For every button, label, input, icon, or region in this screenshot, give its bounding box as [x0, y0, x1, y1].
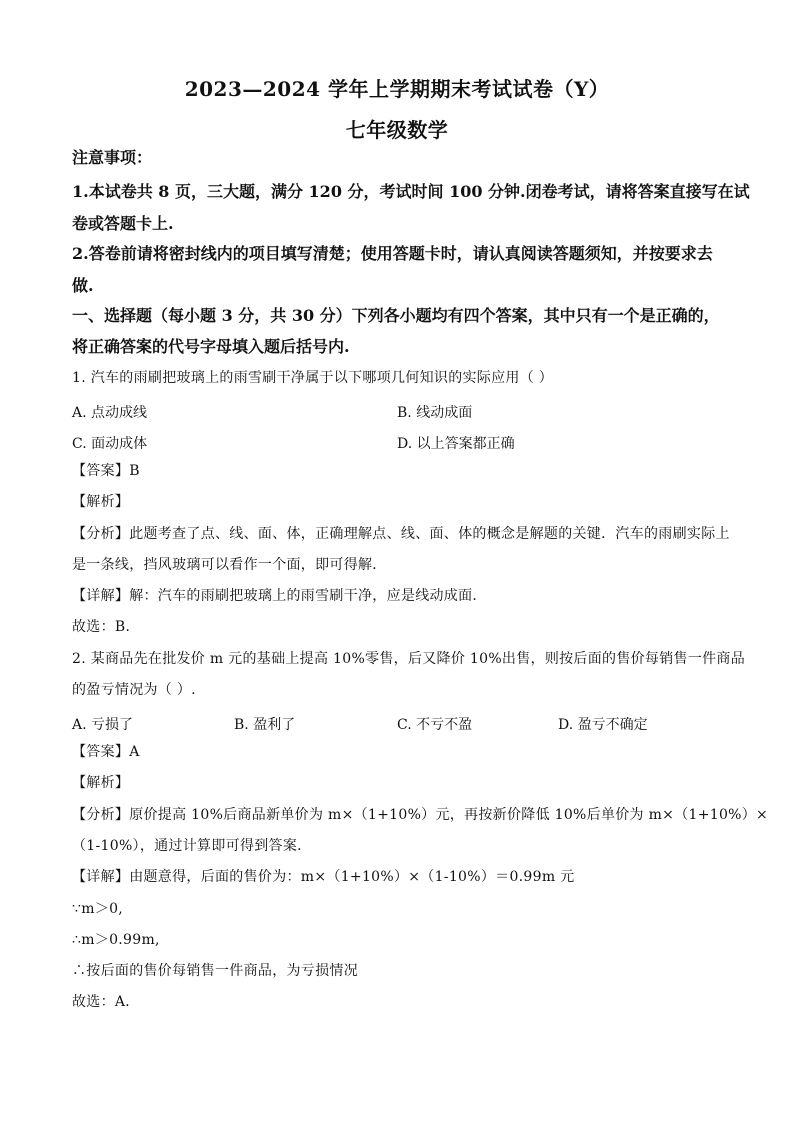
- question-2-option-b: B. 盈利了: [234, 717, 296, 733]
- exam-subtitle: 七年级数学: [345, 118, 449, 142]
- notice-item-2-line-2: 做.: [72, 276, 94, 295]
- question-2-step-3: ∴按后面的售价每销售一件商品，为亏损情况: [72, 963, 358, 979]
- question-1-analysis-line-1: 【分析】此题考查了点、线、面、体，正确理解点、线、面、体的概念是解题的关键．汽车的雨刷实际上: [72, 526, 730, 542]
- question-2-stem-line-1: 2. 某商品先在批发价 m 元的基础上提高 10%零售，后又降价 10%出售，则按后面的售价每销售一件商品: [72, 651, 746, 667]
- question-1-conclusion: 故选：B．: [72, 619, 140, 635]
- question-2-option-a: A. 亏损了: [72, 717, 134, 733]
- question-2-option-d: D. 盈亏不确定: [558, 717, 648, 733]
- question-1-option-c: C. 面动成体: [72, 436, 148, 452]
- question-2-step-2: ∴m＞0.99m,: [72, 932, 160, 948]
- exam-title: 2023—2024 学年上学期期末考试试卷（Y）: [184, 77, 610, 101]
- question-1-analysis-line-2: 是一条线，挡风玻璃可以看作一个面，即可得解．: [72, 557, 387, 573]
- section-1-instructions-line-1: 一、选择题（每小题 3 分，共 30 分）下列各小题均有四个答案，其中只有一个是正确的，: [72, 306, 720, 325]
- notice-item-1-line-2: 卷或答题卡上.: [72, 214, 174, 233]
- question-2-answer: 【答案】A: [72, 744, 140, 760]
- question-1-analysis-label: 【解析】: [72, 494, 130, 510]
- section-1-instructions-line-2: 将正确答案的代号字母填入题后括号内.: [72, 337, 350, 356]
- question-1-option-b: B. 线动成面: [397, 405, 473, 421]
- question-1-option-a: A. 点动成线: [72, 405, 148, 421]
- question-2-detailed-solution: 【详解】由题意得，后面的售价为：m×（1+10%）×（1-10%）＝0.99m 元: [72, 869, 575, 885]
- question-2-option-c: C. 不亏不盈: [397, 717, 473, 733]
- question-1-detailed-solution: 【详解】解：汽车的雨刷把玻璃上的雨雪刷干净，应是线动成面．: [72, 588, 487, 604]
- question-2-stem-line-2: 的盈亏情况为（ ）.: [72, 682, 196, 698]
- question-1-stem: 1. 汽车的雨刷把玻璃上的雨雪刷干净属于以下哪项几何知识的实际应用（ ）: [72, 370, 554, 386]
- question-2-analysis-label: 【解析】: [72, 775, 130, 791]
- question-2-analysis-line-2: （1-10%），通过计算即可得到答案．: [72, 838, 312, 854]
- notice-heading: 注意事项：: [72, 148, 153, 167]
- question-1-option-d: D. 以上答案都正确: [397, 436, 515, 452]
- question-2-analysis-line-1: 【分析】原价提高 10%后商品新单价为 m×（1+10%）元，再按新价降低 10%后单价为 m×（1+10%）×: [72, 807, 769, 823]
- question-2-conclusion: 故选：A．: [72, 994, 140, 1010]
- notice-item-2-line-1: 2.答卷前请将密封线内的项目填写清楚；使用答题卡时，请认真阅读答题须知，并按要求去: [72, 244, 713, 263]
- question-2-step-1: ∵m＞0,: [72, 901, 124, 917]
- notice-item-1-line-1: 1.本试卷共 8 页，三大题，满分 120 分，考试时间 100 分钟.闭卷考试，请将答案直接写在试: [72, 182, 750, 201]
- question-1-answer: 【答案】B: [72, 463, 140, 479]
